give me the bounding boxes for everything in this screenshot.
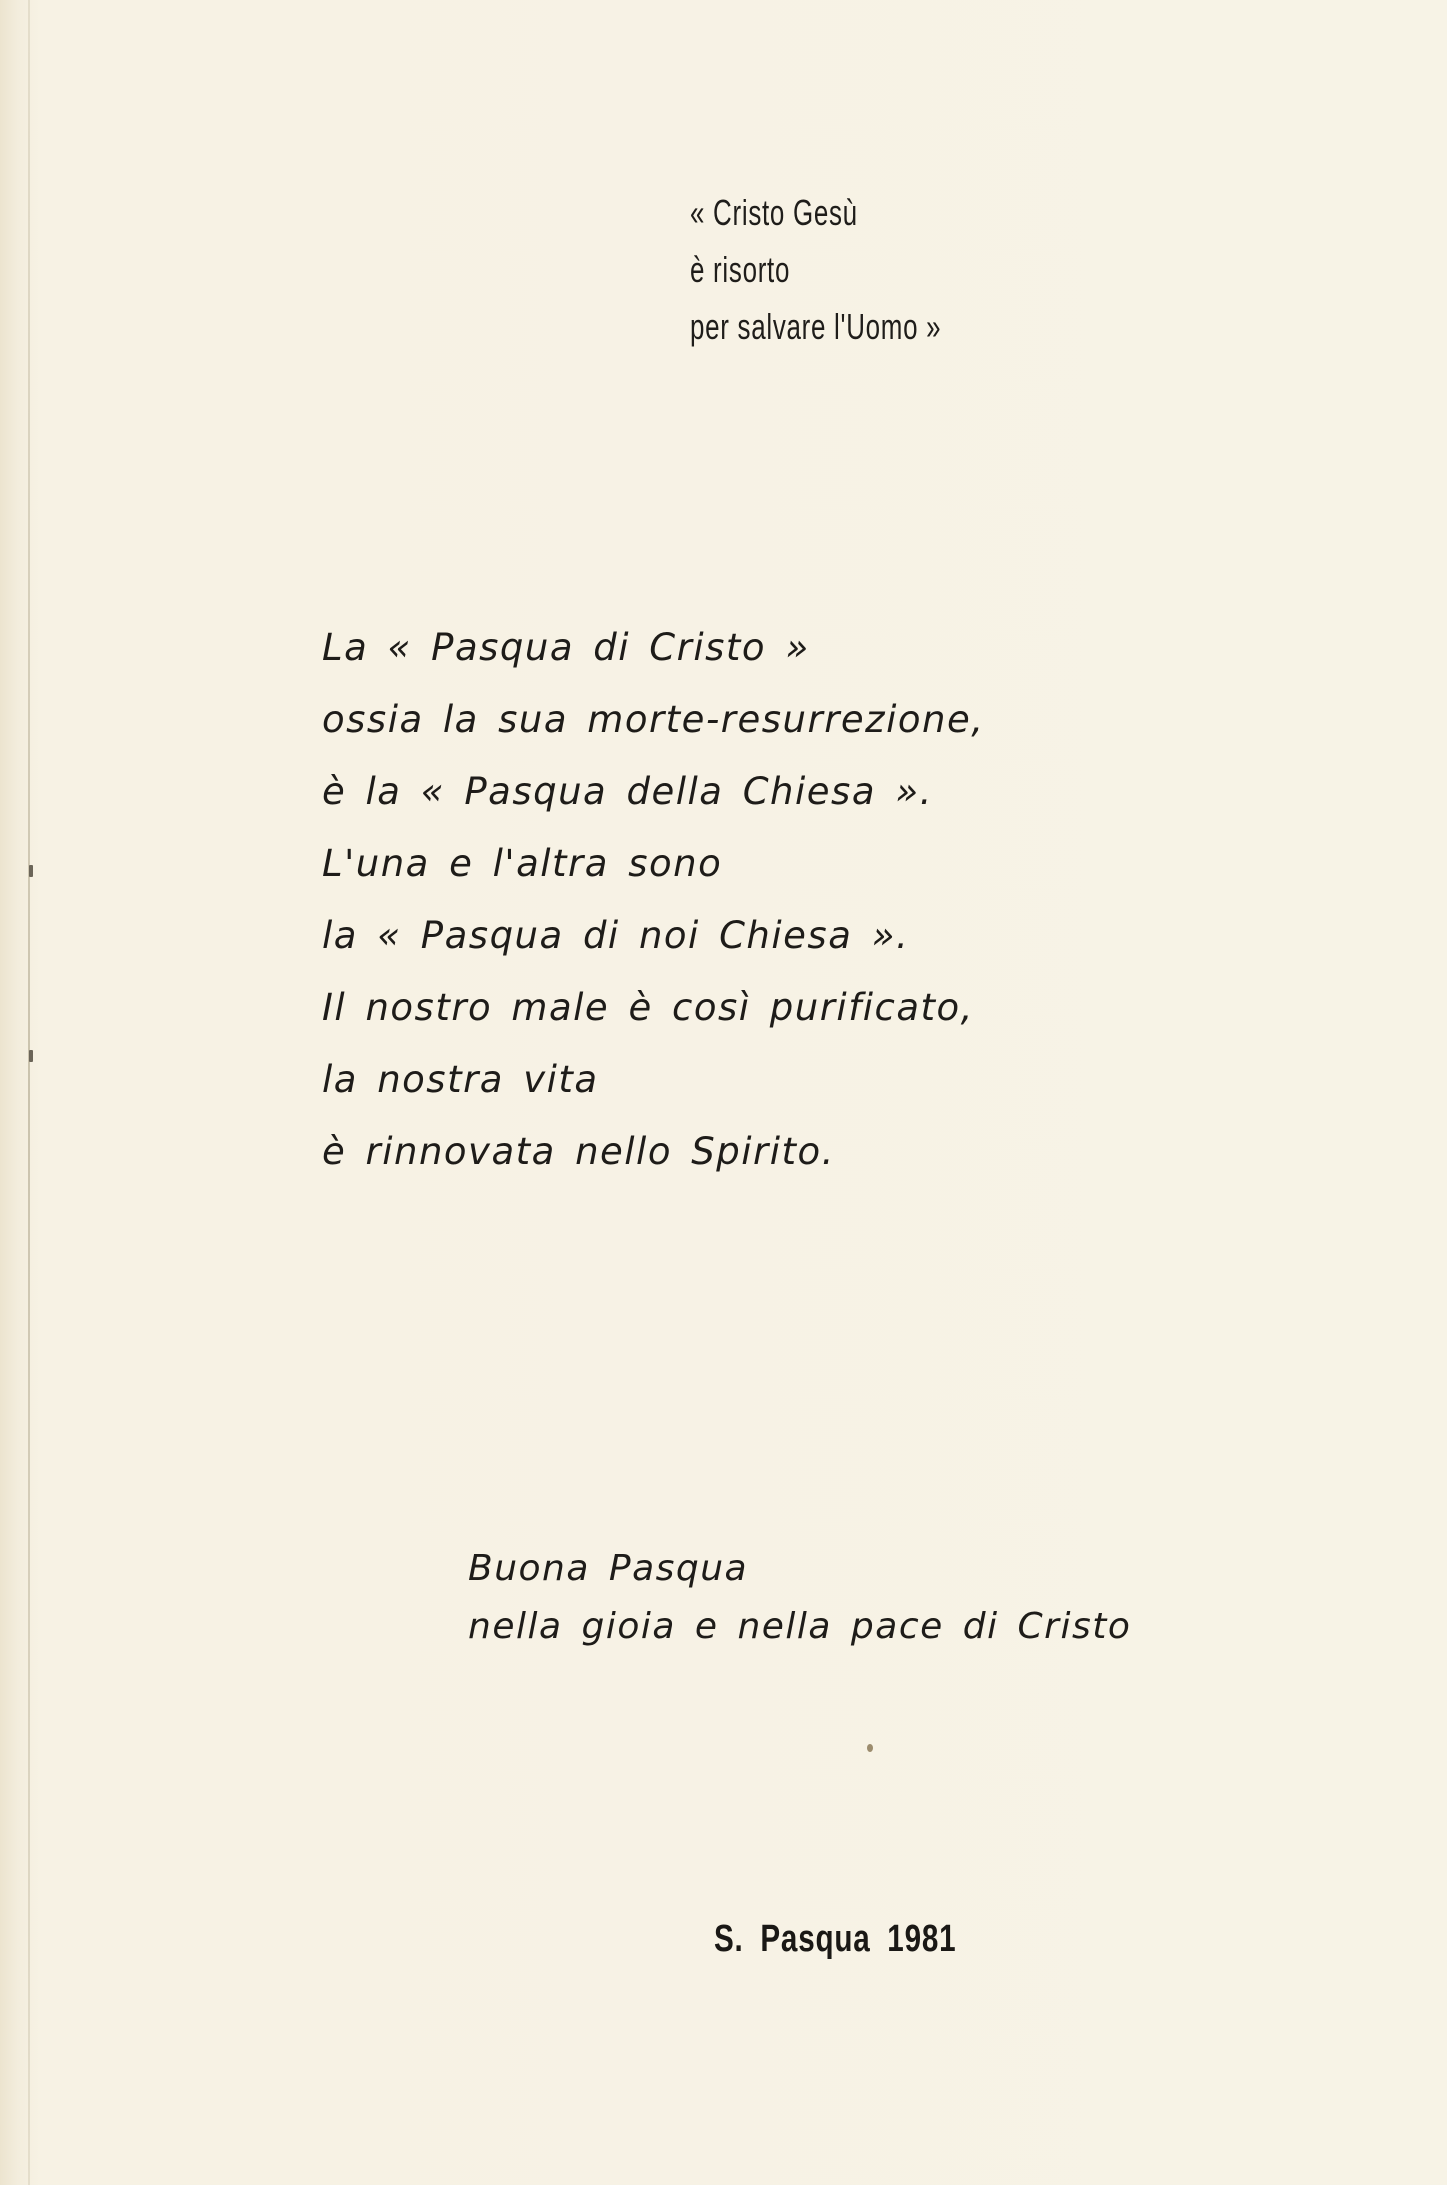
motto-block	[690, 184, 941, 355]
dateline: S. Pasqua 1981	[714, 1918, 957, 1960]
poem-line: La « Pasqua di Cristo »	[322, 626, 810, 669]
greeting-line: Buona Pasqua	[468, 1548, 749, 1589]
poem-line: ossia la sua morte-resurrezione,	[322, 698, 985, 741]
motto-line: è risorto	[690, 249, 791, 290]
poem-line: L'una e l'altra sono	[322, 842, 723, 885]
motto-line: « Cristo Gesù	[690, 192, 858, 233]
motto-line: per salvare l'Uomo »	[690, 306, 942, 347]
poem-line: la nostra vita	[322, 1058, 599, 1101]
greeting-block	[468, 1540, 1131, 1656]
staple-mark	[29, 1050, 33, 1062]
poem-line: è rinnovata nello Spirito.	[322, 1130, 835, 1173]
greeting-line: nella gioia e nella pace di Cristo	[468, 1606, 1132, 1647]
staple-mark	[29, 865, 33, 877]
binding-gutter	[28, 0, 30, 2185]
poem-line: la « Pasqua di noi Chiesa ».	[322, 914, 910, 957]
poem-line: è la « Pasqua della Chiesa ».	[322, 770, 933, 813]
poem-line: Il nostro male è così purificato,	[322, 986, 974, 1029]
poem-block	[322, 612, 985, 1188]
paper-speck	[867, 1744, 873, 1752]
